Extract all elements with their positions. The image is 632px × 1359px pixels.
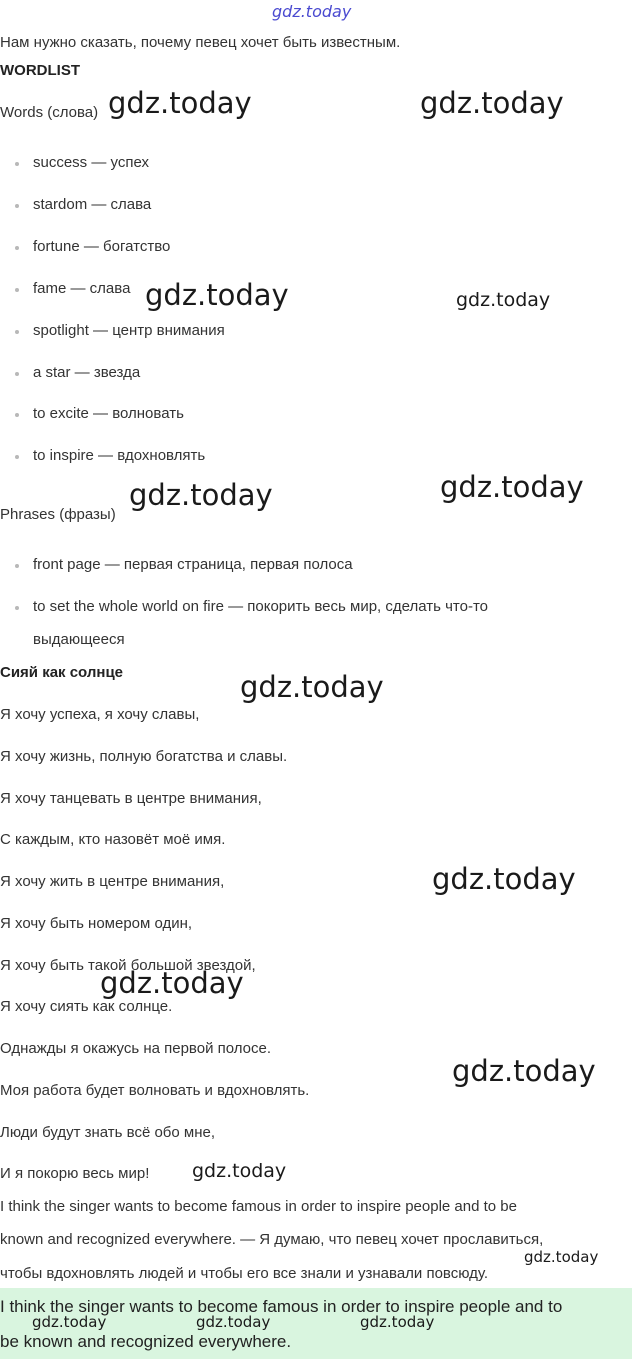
lyric-line: Я хочу успеха, я хочу славы, xyxy=(0,706,200,723)
bullet-icon xyxy=(15,204,19,208)
list-item-text: spotlight — центр внимания xyxy=(33,322,225,339)
list-item-text: to set the whole world on fire — покорить весь мир, сделать что-то xyxy=(33,598,488,615)
lyric-line: С каждым, кто назовёт моё имя. xyxy=(0,831,226,848)
watermark: gdz.today xyxy=(192,1160,287,1182)
list-item-text: stardom — слава xyxy=(33,196,152,213)
watermark: gdz.today xyxy=(524,1248,599,1266)
bullet-icon xyxy=(15,330,19,334)
watermark: gdz.today xyxy=(240,670,384,704)
bullet-icon xyxy=(15,288,19,292)
lyric-line: Я хочу быть номером один, xyxy=(0,915,193,932)
top-watermark: gdz.today xyxy=(272,2,352,21)
watermark: gdz.today xyxy=(452,1054,596,1088)
list-item-text: front page — первая страница, первая полоса xyxy=(33,556,353,573)
wordlist-heading: WORDLIST xyxy=(0,62,80,79)
watermark: gdz.today xyxy=(420,86,564,120)
explanation-line: known and recognized everywhere. — Я думаю, что певец хочет прославиться, xyxy=(0,1231,544,1248)
lyric-line: Я хочу танцевать в центре внимания, xyxy=(0,790,262,807)
list-item-text: fame — слава xyxy=(33,280,131,297)
lyric-line: Я хочу сиять как солнце. xyxy=(0,998,173,1015)
list-item-text: to inspire — вдохновлять xyxy=(33,447,206,464)
phrases-heading: Phrases (фразы) xyxy=(0,506,116,523)
bullet-icon xyxy=(15,246,19,250)
watermark: gdz.today xyxy=(360,1313,435,1331)
watermark: gdz.today xyxy=(129,478,273,512)
bullet-icon xyxy=(15,564,19,568)
words-heading: Words (слова) xyxy=(0,104,99,121)
list-item-text: to excite — волновать xyxy=(33,405,184,422)
watermark: gdz.today xyxy=(145,278,289,312)
song-title: Сияй как солнце xyxy=(0,664,124,681)
lyric-line: И я покорю весь мир! xyxy=(0,1165,150,1182)
lyric-line: Люди будут знать всё обо мне, xyxy=(0,1124,216,1141)
list-item-text: fortune — богатство xyxy=(33,238,171,255)
watermark: gdz.today xyxy=(108,86,252,120)
lyric-line: Я хочу жизнь, полную богатства и славы. xyxy=(0,748,288,765)
bullet-icon xyxy=(15,455,19,459)
bullet-icon xyxy=(15,606,19,610)
bullet-icon xyxy=(15,372,19,376)
list-item-text: success — успех xyxy=(33,154,149,171)
list-item-text: a star — звезда xyxy=(33,364,141,381)
answer-line: be known and recognized everywhere. xyxy=(0,1332,292,1351)
watermark: gdz.today xyxy=(432,862,576,896)
watermark: gdz.today xyxy=(440,470,584,504)
intro-text: Нам нужно сказать, почему певец хочет быть известным. xyxy=(0,34,401,51)
watermark: gdz.today xyxy=(456,289,551,311)
lyric-line: Я хочу жить в центре внимания, xyxy=(0,873,225,890)
watermark: gdz.today xyxy=(100,966,244,1000)
explanation-line: I think the singer wants to become famous in order to inspire people and to be xyxy=(0,1198,517,1215)
list-item-text: выдающееся xyxy=(33,631,125,648)
explanation-line: чтобы вдохновлять людей и чтобы его все знали и узнавали повсюду. xyxy=(0,1265,489,1282)
bullet-icon xyxy=(15,413,19,417)
watermark: gdz.today xyxy=(196,1313,271,1331)
watermark: gdz.today xyxy=(32,1313,107,1331)
lyric-line: Моя работа будет волновать и вдохновлять. xyxy=(0,1082,310,1099)
lyric-line: Однажды я окажусь на первой полосе. xyxy=(0,1040,272,1057)
lyric-line: Я хочу быть такой большой звездой, xyxy=(0,957,256,974)
answer-line: I think the singer wants to become famous in order to inspire people and to xyxy=(0,1297,563,1316)
bullet-icon xyxy=(15,162,19,166)
